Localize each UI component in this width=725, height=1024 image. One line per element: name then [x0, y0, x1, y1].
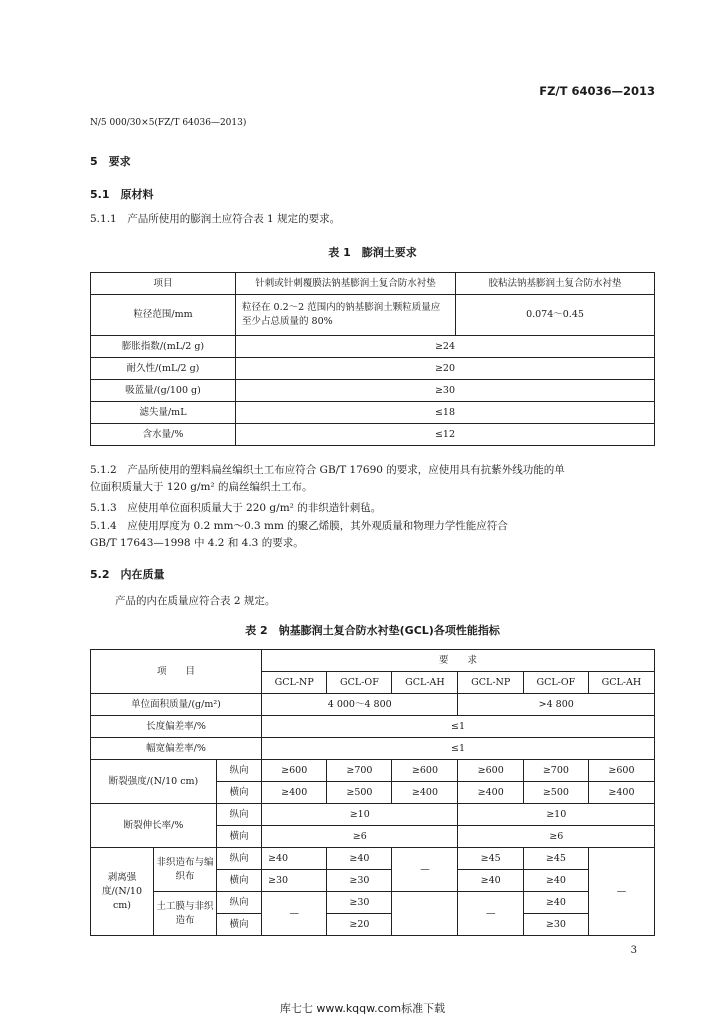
table-cell: 剥离强度/(N/10 cm): [91, 848, 154, 936]
footer-watermark: 库七七 www.kqqw.com标准下载: [279, 1002, 446, 1015]
table-cell: 幅宽偏差率/%: [91, 738, 262, 760]
table-header: 胶粘法钠基膨润土复合防水衬垫: [456, 273, 655, 295]
table-cell: ≥500: [327, 782, 392, 804]
table-cell: 土工膜与非织造布: [154, 892, 217, 936]
table-cell: 纵向: [217, 848, 262, 870]
para-5-1-2-line1: 5.1.2 产品所使用的塑料扁丝编织土工布应符合 GB/T 17690 的要求，应使用具有抗紫外线功能的单: [90, 464, 565, 476]
table-cell: ≥45: [523, 848, 588, 870]
table-cell: 含水量/%: [91, 424, 236, 446]
section-5-2-title: 5.2 内在质量: [90, 568, 165, 581]
table-2-caption: 表 2 钠基膨润土复合防水衬垫(GCL)各项性能指标: [245, 624, 500, 637]
table-cell: ≥400: [262, 782, 327, 804]
table-cell: 粒径在 0.2～2 范围内的钠基膨润土颗粒质量应至少占总质量的 80%: [236, 295, 456, 336]
table-row: [91, 760, 655, 782]
table-header: GCL-NP: [262, 672, 327, 694]
table-cell: 吸蓝量/(g/100 g): [91, 380, 236, 402]
table-cell: ≥700: [523, 760, 588, 782]
table-cell: ≥600: [262, 760, 327, 782]
table-cell: ≥40: [262, 848, 327, 870]
table-cell: 膨胀指数/(mL/2 g): [91, 336, 236, 358]
table-row: [91, 892, 655, 914]
table-cell: [392, 892, 458, 936]
table-cell: ≥30: [327, 870, 392, 892]
table-cell: —: [458, 892, 523, 936]
table-row: [91, 738, 655, 760]
table-header: GCL-AH: [392, 672, 458, 694]
table-cell: 滤失量/mL: [91, 402, 236, 424]
table-2: [90, 649, 655, 936]
table-cell: ≥400: [392, 782, 458, 804]
table-cell: 横向: [217, 870, 262, 892]
table-cell: ≥30: [262, 870, 327, 892]
table-cell: 纵向: [217, 804, 262, 826]
table-cell: ≤1: [262, 738, 655, 760]
table-row: [91, 716, 655, 738]
table-header: GCL-OF: [523, 672, 588, 694]
standard-number: FZ/T 64036—2013: [539, 84, 655, 98]
table-cell: —: [588, 848, 654, 936]
table-cell: ≥40: [327, 848, 392, 870]
table-cell: ≥24: [236, 336, 655, 358]
table-cell: 单位面积质量/(g/m²): [91, 694, 262, 716]
table-cell: 非织造布与编织布: [154, 848, 217, 892]
table-cell: 耐久性/(mL/2 g): [91, 358, 236, 380]
table-cell: —: [262, 892, 327, 936]
table-cell: ≥20: [236, 358, 655, 380]
table-header: 针刺或针刺覆膜法钠基膨润土复合防水衬垫: [236, 273, 456, 295]
table-header: 项目: [91, 273, 236, 295]
table-row: [91, 650, 655, 672]
table-cell: 横向: [217, 826, 262, 848]
table-header: GCL-AH: [588, 672, 654, 694]
table-cell: ≥600: [588, 760, 654, 782]
print-note: N/5 000/30×5(FZ/T 64036—2013): [90, 118, 247, 128]
table-cell: ≥500: [523, 782, 588, 804]
table-cell: ≥30: [523, 914, 588, 936]
table-cell: 断裂伸长率/%: [91, 804, 217, 848]
para-5-1-3: 5.1.3 应使用单位面积质量大于 220 g/m² 的非织造针刺毡。: [90, 502, 382, 514]
para-5-1-4-line2: GB/T 17643—1998 中 4.2 和 4.3 的要求。: [90, 537, 304, 549]
section-5-1-title: 5.1 原材料: [90, 188, 154, 201]
table-cell: 4 000～4 800: [262, 694, 458, 716]
table-cell: ≥10: [458, 804, 655, 826]
table-row: [91, 295, 655, 336]
table-cell: ≥10: [262, 804, 458, 826]
table-cell: ≥30: [327, 892, 392, 914]
table-header: GCL-OF: [327, 672, 392, 694]
table-cell: 横向: [217, 914, 262, 936]
table-cell: >4 800: [458, 694, 655, 716]
table-cell: 横向: [217, 782, 262, 804]
table-row: [91, 804, 655, 826]
para-5-1-4-line1: 5.1.4 应使用厚度为 0.2 mm～0.3 mm 的聚乙烯膜，其外观质量和物理力学性能应符合: [90, 520, 508, 532]
table-cell: —: [392, 848, 458, 892]
table-cell: ≥400: [458, 782, 523, 804]
table-row: [91, 380, 655, 402]
table-cell: 纵向: [217, 760, 262, 782]
table-1: [90, 272, 655, 446]
table-cell: ≥400: [588, 782, 654, 804]
table-cell: ≥6: [262, 826, 458, 848]
table-cell: ≥45: [458, 848, 523, 870]
table-cell: ≥600: [458, 760, 523, 782]
table-row: [91, 273, 655, 295]
table-header: 要 求: [262, 650, 655, 672]
table-cell: ≥40: [523, 870, 588, 892]
table-row: [91, 358, 655, 380]
table-1-caption: 表 1 膨润土要求: [328, 246, 417, 259]
page-number: 3: [630, 945, 637, 956]
table-cell: ≥700: [327, 760, 392, 782]
table-cell: ≥20: [327, 914, 392, 936]
para-5-1-2-line2: 位面积质量大于 120 g/m² 的扁丝编织土工布。: [90, 481, 313, 493]
table-cell: 粒径范围/mm: [91, 295, 236, 336]
table-cell: 断裂强度/(N/10 cm): [91, 760, 217, 804]
table-cell: 长度偏差率/%: [91, 716, 262, 738]
table-cell: ≥30: [236, 380, 655, 402]
table-row: [91, 848, 655, 870]
table-cell: 0.074～0.45: [456, 295, 655, 336]
para-5-1-1: 5.1.1 产品所使用的膨润土应符合表 1 规定的要求。: [90, 213, 341, 225]
section-5-title: 5 要求: [90, 155, 131, 168]
table-cell: ≤18: [236, 402, 655, 424]
para-5-2: 产品的内在质量应符合表 2 规定。: [115, 595, 276, 607]
table-row: [91, 694, 655, 716]
table-header: GCL-NP: [458, 672, 523, 694]
table-cell: ≥40: [523, 892, 588, 914]
table-cell: ≥600: [392, 760, 458, 782]
table-row: [91, 336, 655, 358]
table-cell: ≤1: [262, 716, 655, 738]
table-header: 项 目: [91, 650, 262, 694]
table-cell: ≤12: [236, 424, 655, 446]
table-cell: 纵向: [217, 892, 262, 914]
table-row: [91, 402, 655, 424]
table-row: [91, 424, 655, 446]
table-cell: ≥40: [458, 870, 523, 892]
table-cell: ≥6: [458, 826, 655, 848]
